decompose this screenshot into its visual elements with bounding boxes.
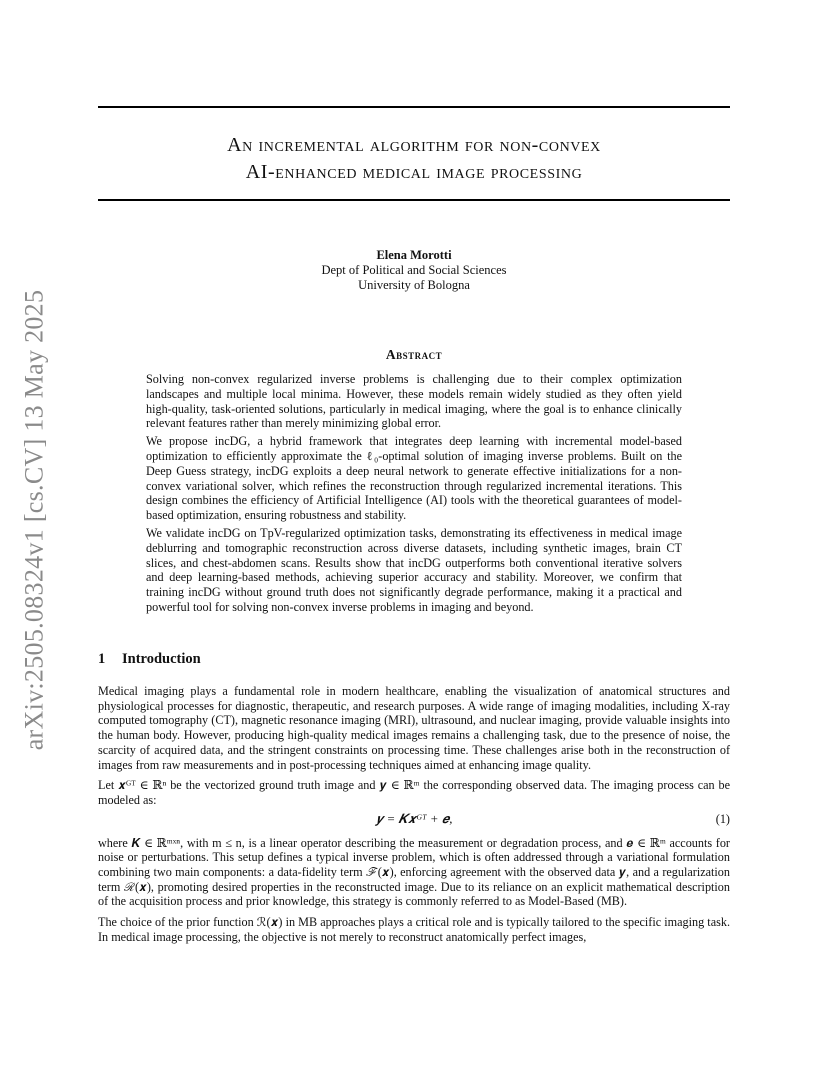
body-text bbox=[98, 684, 730, 951]
author-university: University of Bologna bbox=[358, 278, 470, 292]
arxiv-id-text: arXiv:2505.08324v1 [cs.CV] 13 May 2025 bbox=[19, 289, 49, 751]
title-line-1: An incremental algorithm for non-convex bbox=[227, 134, 601, 156]
body-paragraph: Medical imaging plays a fundamental role in modern healthcare, enabling the visualization of anatomical structures and physiological processes for diagnostic, therapeutic, and research purposes. A wide range of imaging modalities, including X-ray computed tomography (CT), magnetic resonance imaging (MRI), ultrasound, and nuclear imaging, provide valuable insights into the human body. However, producing high-quality medical images remains a challenging task, due to the presence of noise, the scarcity of acquired data, and the stringent constraints on processing time. These challenges arise both in the reconstruction of images from raw measurements and in post-processing techniques aimed at enhancing image quality. bbox=[98, 684, 730, 772]
body-paragraph: Let 𝒙ᴳᵀ ∈ ℝⁿ be the vectorized ground truth image and 𝒚 ∈ ℝᵐ the corresponding observed data. The imaging process can be modeled as: bbox=[98, 778, 730, 807]
body-paragraph: The choice of the prior function ℛ(𝒙) in MB approaches plays a critical role and is typically tailored to the specific imaging task. In medical image processing, the objective is not merely to reconstruct anatomically perfect images, bbox=[98, 915, 730, 944]
equation-number: (1) bbox=[715, 811, 730, 826]
abstract-paragraph: Solving non-convex regularized inverse problems is challenging due to their complex optimization landscapes and multiple local minima. However, these models remain widely studied as they often yield high-quality, task-oriented solutions, particularly in medical imaging, where the goal is to enhance clinically relevant features rather than merely minimizing global error. bbox=[146, 372, 682, 431]
title-line-2: AI-enhanced medical image processing bbox=[245, 161, 583, 183]
equation-expression: 𝒚 = 𝑲𝒙ᴳᵀ + 𝒆, bbox=[375, 811, 453, 826]
author-block bbox=[98, 248, 730, 293]
section-title: Introduction bbox=[122, 651, 201, 667]
abstract-paragraph: We propose incDG, a hybrid framework that integrates deep learning with incremental model-based optimization to efficiently approximate the ℓ₀-optimal solution of imaging inverse problems. Built on the Deep Guess strategy, incDG exploits a deep neural network to generate effective initializations for a non-convex variational solver, which refines the reconstruction through regularized incremental iterations. This design combines the efficiency of Artificial Intelligence (AI) tools with the theoretical guarantees of model-based optimization, ensuring robustness and stability. bbox=[146, 434, 682, 523]
author-department: Dept of Political and Social Sciences bbox=[321, 263, 507, 277]
abstract-heading: Abstract bbox=[385, 347, 443, 362]
equation-1 bbox=[98, 810, 730, 832]
section-number: 1 bbox=[98, 651, 106, 667]
abstract-paragraph: We validate incDG on TpV-regularized optimization tasks, demonstrating its effectiveness in medical image deblurring and tomographic reconstruction across diverse datasets, including synthetic images, brain CT slices, and chest-abdomen scans. Results show that incDG outperforms both conventional iterative solvers and deep learning-based methods, achieving superior accuracy and stability. Moreover, we confirm that training incDG without ground truth does not significantly degrade performance, making it a practical and powerful tool for solving non-convex inverse problems in imaging and beyond. bbox=[146, 525, 682, 614]
title-bottom-rule bbox=[98, 199, 730, 201]
title-top-rule bbox=[98, 106, 730, 108]
abstract bbox=[146, 372, 682, 618]
section-heading bbox=[98, 651, 201, 668]
arxiv-identifier bbox=[14, 280, 54, 760]
body-paragraph: where 𝑲 ∈ ℝᵐˣⁿ, with m ≤ n, is a linear operator describing the measurement or degradation process, and 𝒆 ∈ ℝᵐ accounts for noise or perturbations. This setup defines a typical inverse problem, which is often addressed through a variational formulation combining two main components: a data-fidelity term ℱ(𝒙), enforcing agreement with the observed data 𝒚, and a regularization term ℛ(𝒙), promoting desired properties in the reconstructed image. Due to its reliance on an explicit mathematical description of the acquisition process and prior knowledge, this strategy is commonly referred to as Model-Based (MB). bbox=[98, 835, 730, 909]
author-name: Elena Morotti bbox=[376, 248, 452, 262]
paper-title bbox=[98, 132, 730, 186]
